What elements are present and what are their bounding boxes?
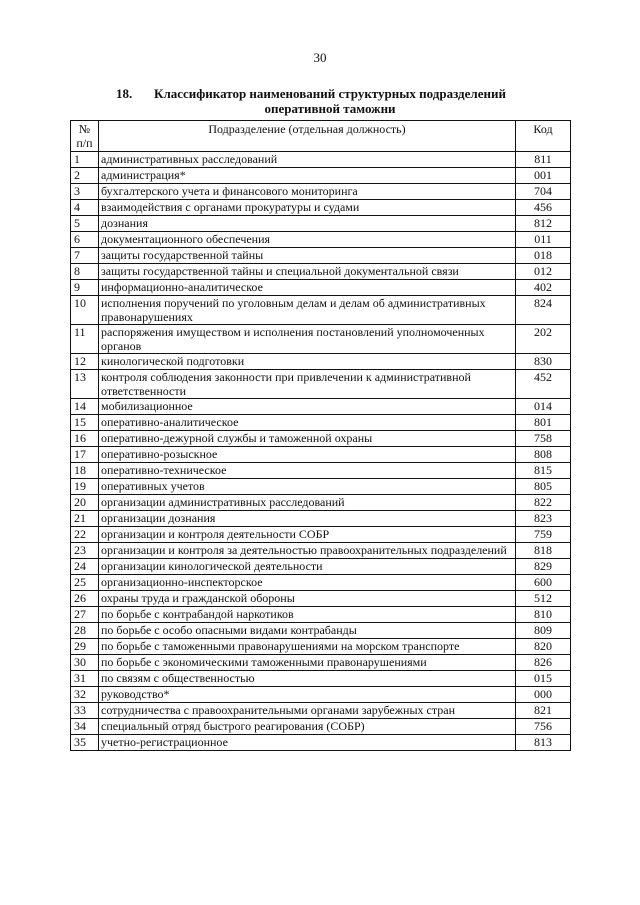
row-name: учетно-регистрационное	[99, 735, 516, 751]
row-code: 805	[516, 479, 571, 495]
classifier-table	[70, 120, 571, 751]
row-name: охраны труда и гражданской обороны	[99, 591, 516, 607]
row-code: 012	[516, 264, 571, 280]
row-name: организации и контроля деятельности СОБР	[99, 527, 516, 543]
table-row	[71, 543, 571, 559]
table-row	[71, 415, 571, 431]
table-row	[71, 325, 571, 354]
row-number: 21	[71, 511, 99, 527]
row-number: 14	[71, 399, 99, 415]
row-name: дознания	[99, 216, 516, 232]
table-header-row	[71, 121, 571, 152]
table-row	[71, 559, 571, 575]
row-number: 32	[71, 687, 99, 703]
row-number: 2	[71, 168, 99, 184]
row-name: организации дознания	[99, 511, 516, 527]
row-name: контроля соблюдения законности при привлечении к административной ответственности	[99, 370, 516, 399]
table-row	[71, 431, 571, 447]
row-name: по связям с общественностью	[99, 671, 516, 687]
row-code: 512	[516, 591, 571, 607]
row-number: 25	[71, 575, 99, 591]
table-row	[71, 575, 571, 591]
table-row	[71, 703, 571, 719]
row-number: 24	[71, 559, 99, 575]
row-number: 1	[71, 152, 99, 168]
row-code: 014	[516, 399, 571, 415]
row-name: взаимодействия с органами прокуратуры и судами	[99, 200, 516, 216]
row-number: 33	[71, 703, 99, 719]
row-name: оперативно-техническое	[99, 463, 516, 479]
table-row	[71, 719, 571, 735]
table-row	[71, 184, 571, 200]
row-code: 011	[516, 232, 571, 248]
table-row	[71, 264, 571, 280]
row-number: 6	[71, 232, 99, 248]
row-name: защиты государственной тайны и специальной документальной связи	[99, 264, 516, 280]
row-code: 830	[516, 354, 571, 370]
row-number: 12	[71, 354, 99, 370]
table-row	[71, 479, 571, 495]
row-name: документационного обеспечения	[99, 232, 516, 248]
row-number: 23	[71, 543, 99, 559]
row-number: 3	[71, 184, 99, 200]
row-code: 820	[516, 639, 571, 655]
row-number: 31	[71, 671, 99, 687]
row-name: сотрудничества с правоохранительными органами зарубежных стран	[99, 703, 516, 719]
row-number: 11	[71, 325, 99, 354]
header-code: Код	[516, 121, 571, 152]
row-name: оперативно-аналитическое	[99, 415, 516, 431]
row-name: административных расследований	[99, 152, 516, 168]
row-code: 829	[516, 559, 571, 575]
row-code: 811	[516, 152, 571, 168]
row-code: 809	[516, 623, 571, 639]
row-name: оперативных учетов	[99, 479, 516, 495]
row-code: 456	[516, 200, 571, 216]
header-num: № п/п	[71, 121, 99, 152]
row-code: 818	[516, 543, 571, 559]
row-name: распоряжения имуществом и исполнения постановлений уполномоченных органов	[99, 325, 516, 354]
row-code: 402	[516, 280, 571, 296]
table-row	[71, 216, 571, 232]
row-number: 17	[71, 447, 99, 463]
row-code: 810	[516, 607, 571, 623]
row-code: 815	[516, 463, 571, 479]
row-name: специальный отряд быстрого реагирования (СОБР)	[99, 719, 516, 735]
row-number: 30	[71, 655, 99, 671]
row-name: кинологической подготовки	[99, 354, 516, 370]
row-number: 34	[71, 719, 99, 735]
row-code: 452	[516, 370, 571, 399]
row-name: по борьбе с таможенными правонарушениями на морском транспорте	[99, 639, 516, 655]
row-code: 000	[516, 687, 571, 703]
row-code: 821	[516, 703, 571, 719]
table-row	[71, 354, 571, 370]
row-number: 35	[71, 735, 99, 751]
row-name: исполнения поручений по уголовным делам и делам об административных правонарушениях	[99, 296, 516, 325]
row-name: информационно-аналитическое	[99, 280, 516, 296]
row-code: 813	[516, 735, 571, 751]
row-name: администрация*	[99, 168, 516, 184]
row-name: организации и контроля за деятельностью правоохранительных подразделений	[99, 543, 516, 559]
row-number: 8	[71, 264, 99, 280]
page-number: 30	[313, 50, 327, 65]
table-row	[71, 511, 571, 527]
row-number: 20	[71, 495, 99, 511]
row-code: 758	[516, 431, 571, 447]
table-row	[71, 370, 571, 399]
table-row	[71, 527, 571, 543]
section-title-line-2: оперативной таможни	[264, 101, 396, 116]
table-row	[71, 168, 571, 184]
row-code: 600	[516, 575, 571, 591]
row-number: 15	[71, 415, 99, 431]
row-code: 823	[516, 511, 571, 527]
row-code: 801	[516, 415, 571, 431]
table-row	[71, 655, 571, 671]
row-name: оперативно-дежурной службы и таможенной охраны	[99, 431, 516, 447]
row-name: бухгалтерского учета и финансового мониторинга	[99, 184, 516, 200]
row-code: 202	[516, 325, 571, 354]
row-name: по борьбе с экономическими таможенными правонарушениями	[99, 655, 516, 671]
row-code: 015	[516, 671, 571, 687]
row-number: 7	[71, 248, 99, 264]
section-heading	[110, 86, 550, 116]
section-title-line-1: Классификатор наименований структурных подразделений	[154, 86, 506, 101]
row-number: 13	[71, 370, 99, 399]
section-number: 18.	[116, 86, 133, 101]
row-name: защиты государственной тайны	[99, 248, 516, 264]
row-number: 10	[71, 296, 99, 325]
table-row	[71, 232, 571, 248]
row-code: 824	[516, 296, 571, 325]
row-number: 26	[71, 591, 99, 607]
table-row	[71, 280, 571, 296]
row-name: организации кинологической деятельности	[99, 559, 516, 575]
row-code: 812	[516, 216, 571, 232]
row-code: 756	[516, 719, 571, 735]
table-row	[71, 687, 571, 703]
table-row	[71, 639, 571, 655]
row-number: 27	[71, 607, 99, 623]
row-name: организационно-инспекторское	[99, 575, 516, 591]
row-name: руководство*	[99, 687, 516, 703]
row-code: 001	[516, 168, 571, 184]
row-number: 4	[71, 200, 99, 216]
table-row	[71, 671, 571, 687]
row-number: 9	[71, 280, 99, 296]
row-code: 822	[516, 495, 571, 511]
table-row	[71, 296, 571, 325]
row-code: 826	[516, 655, 571, 671]
table-row	[71, 495, 571, 511]
row-code: 759	[516, 527, 571, 543]
row-name: по борьбе с контрабандой наркотиков	[99, 607, 516, 623]
row-name: мобилизационное	[99, 399, 516, 415]
row-name: организации административных расследований	[99, 495, 516, 511]
table-row	[71, 248, 571, 264]
table-row	[71, 200, 571, 216]
table-row	[71, 623, 571, 639]
table-row	[71, 607, 571, 623]
table-row	[71, 152, 571, 168]
row-number: 16	[71, 431, 99, 447]
row-number: 22	[71, 527, 99, 543]
row-number: 18	[71, 463, 99, 479]
row-number: 28	[71, 623, 99, 639]
table-row	[71, 399, 571, 415]
row-code: 018	[516, 248, 571, 264]
row-code: 808	[516, 447, 571, 463]
header-name: Подразделение (отдельная должность)	[99, 121, 516, 152]
row-number: 19	[71, 479, 99, 495]
table-body	[71, 152, 571, 751]
table-row	[71, 463, 571, 479]
row-number: 5	[71, 216, 99, 232]
row-name: по борьбе с особо опасными видами контрабанды	[99, 623, 516, 639]
table-row	[71, 591, 571, 607]
table-row	[71, 735, 571, 751]
row-code: 704	[516, 184, 571, 200]
table-row	[71, 447, 571, 463]
row-number: 29	[71, 639, 99, 655]
row-name: оперативно-розыскное	[99, 447, 516, 463]
